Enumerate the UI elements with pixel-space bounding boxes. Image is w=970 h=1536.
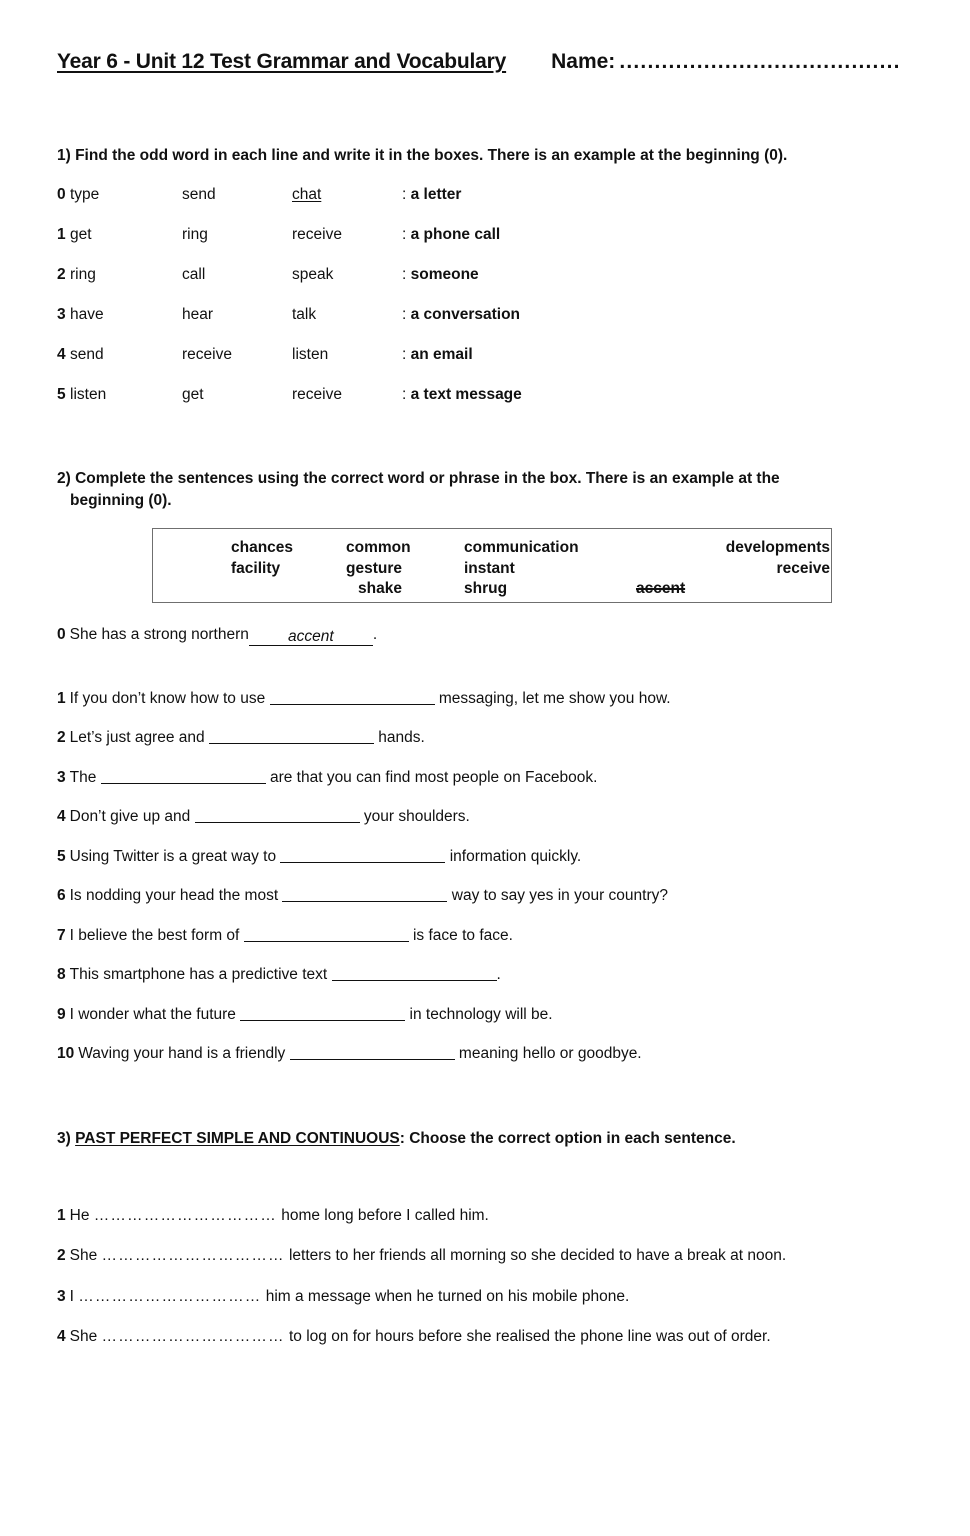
exercise2-item-number: 3 (57, 768, 66, 786)
exercise2-example-answer[interactable]: accent (249, 629, 373, 646)
exercise2-answer-blank[interactable] (101, 783, 266, 784)
exercise3-answer-dots[interactable]: …………………………… (101, 1247, 285, 1265)
exercise2-item (57, 928, 927, 944)
exercise3-item-text-after: him a message when he turned on his mobile phone. (261, 1287, 630, 1305)
exercise2-item (57, 967, 927, 983)
exercise2-answer-blank[interactable] (282, 901, 447, 902)
exercise3-item-text-before: He (69, 1207, 94, 1224)
exercise1-row (57, 306, 737, 346)
exercise1-collocation (402, 266, 479, 284)
exercise2-item (57, 1007, 927, 1023)
exercise2-item-number: 2 (57, 729, 66, 746)
word-bank-word[interactable]: developments (725, 539, 830, 556)
exercise1-row (57, 386, 737, 426)
exercise2-item-text-before: She has a strong northern (69, 626, 249, 643)
exercise1-option-word[interactable]: talk (292, 306, 317, 323)
exercise2-item (57, 691, 927, 707)
exercise1-row-number: 0 (57, 186, 66, 203)
exercise3-heading-topic: PAST PERFECT SIMPLE AND CONTINUOUS (75, 1130, 400, 1147)
word-bank-column (630, 538, 830, 600)
word-bank-word[interactable]: communication (464, 539, 579, 556)
exercise3-item (57, 1327, 937, 1347)
exercise1-colon: : (402, 346, 411, 363)
exercise2-item-text-after: . (372, 626, 378, 643)
exercise1-option-word[interactable]: listen (70, 386, 107, 403)
word-bank-column (153, 538, 346, 600)
exercise3-answer-dots[interactable]: …………………………… (101, 1328, 285, 1346)
exercise2-item-text-after: are that you can find most people on Facebook. (265, 768, 598, 786)
exercise3-item-text-after: home long before I called him. (276, 1207, 489, 1224)
exercise3-item-text-before: She (69, 1328, 102, 1346)
exercise2-item-number: 9 (57, 1005, 66, 1023)
exercise1-word-table (57, 186, 737, 426)
exercise2-item (57, 1046, 927, 1062)
word-bank-box (152, 528, 832, 603)
exercise1-collocation-text: someone (410, 266, 479, 283)
exercise1-option-word[interactable]: ring (182, 226, 208, 243)
word-bank-word[interactable]: shrug (464, 580, 508, 598)
exercise2-item-text-after: your shoulders. (359, 808, 470, 825)
exercise2-item-number: 6 (57, 887, 66, 904)
exercise1-option-word[interactable]: chat (292, 186, 322, 203)
exercise1-colon: : (402, 306, 411, 323)
word-bank-word[interactable]: gesture (346, 559, 402, 577)
exercise1-option-word[interactable]: have (70, 306, 104, 323)
exercise2-item-text-after: way to say yes in your country? (447, 887, 669, 904)
exercise1-collocation-text: a letter (410, 186, 462, 203)
exercise1-row (57, 186, 737, 226)
word-bank-word[interactable]: common (346, 539, 411, 556)
exercise1-row-number: 2 (57, 266, 66, 283)
exercise1-colon: : (402, 266, 411, 283)
exercise2-item-text-after: . (496, 966, 501, 983)
exercise1-row (57, 266, 737, 306)
exercise3-answer-dots[interactable]: …………………………… (93, 1207, 277, 1224)
exercise1-collocation-text: a text message (410, 386, 522, 403)
exercise1-row (57, 226, 737, 266)
exercise2-item (57, 849, 927, 865)
exercise2-item-text-before: Is nodding your head the most (69, 887, 283, 904)
exercise2-item-number: 7 (57, 926, 66, 944)
exercise2-heading-line2: beginning (0). (70, 492, 172, 510)
exercise2-item-number: 1 (57, 689, 66, 707)
exercise1-option-word[interactable]: speak (292, 266, 334, 283)
exercise2-item-number: 10 (57, 1045, 75, 1062)
exercise2-item-text-before: If you don’t know how to use (69, 689, 270, 707)
exercise3-heading-prefix: 3) (57, 1130, 76, 1147)
word-bank-columns (153, 529, 831, 600)
exercise1-option-word[interactable]: receive (292, 226, 342, 243)
exercise2-item-text-after: messaging, let me show you how. (434, 689, 671, 707)
exercise3-item-number: 3 (57, 1287, 66, 1305)
exercise3-sentence-list (57, 1206, 937, 1368)
exercise1-option-word[interactable]: receive (292, 386, 342, 403)
exercise2-answer-blank[interactable] (332, 980, 497, 981)
exercise2-item-text-before: Let’s just agree and (69, 729, 209, 746)
exercise1-option-word[interactable]: send (70, 346, 104, 363)
exercise3-item (57, 1246, 937, 1266)
exercise3-item-text-before: I (69, 1287, 79, 1305)
exercise1-collocation-text: an email (410, 346, 473, 363)
exercise1-option-word[interactable]: receive (182, 346, 232, 363)
exercise3-item-text-before: She (69, 1247, 102, 1265)
exercise2-answer-blank[interactable] (290, 1059, 455, 1060)
exercise1-option-word[interactable]: listen (292, 346, 329, 363)
exercise3-item (57, 1206, 937, 1226)
exercise2-heading (57, 468, 887, 513)
exercise2-item-text-before: I believe the best form of (69, 926, 244, 944)
exercise2-item-text-after: information quickly. (445, 847, 582, 865)
exercise2-item-text-before: This smartphone has a predictive text (69, 966, 332, 983)
exercise2-answer-blank[interactable] (280, 862, 445, 863)
exercise2-item-number: 4 (57, 808, 66, 825)
exercise3-item-number: 1 (57, 1207, 66, 1224)
exercise1-colon: : (402, 186, 411, 203)
exercise3-item-number: 4 (57, 1328, 66, 1346)
exercise2-item-text-before: Using Twitter is a great way to (69, 847, 281, 865)
word-bank-word[interactable]: receive (776, 559, 830, 577)
exercise3-item-text-after: to log on for hours before she realised the phone line was out of order. (284, 1328, 771, 1346)
exercise1-collocation (402, 226, 500, 244)
exercise2-item-number: 0 (57, 626, 66, 643)
exercise1-row-number: 5 (57, 386, 66, 403)
exercise3-item-text-after: letters to her friends all morning so she decided to have a break at noon. (284, 1247, 787, 1265)
word-bank-spacer (231, 579, 346, 600)
exercise2-item-text-after: in technology will be. (405, 1005, 553, 1023)
exercise2-item-text-before: Waving your hand is a friendly (78, 1045, 290, 1062)
word-bank-word-used: accent (636, 580, 686, 598)
exercise1-option-word[interactable]: type (70, 186, 100, 203)
exercise2-item-text-after: meaning hello or goodbye. (454, 1045, 642, 1062)
exercise1-row (57, 346, 737, 386)
exercise2-item-text-after: is face to face. (408, 926, 513, 944)
word-bank-word[interactable]: chances (231, 539, 294, 556)
worksheet-header (57, 50, 917, 74)
exercise1-collocation (402, 186, 461, 204)
word-bank-column (346, 538, 464, 600)
exercise1-option-word[interactable]: get (182, 386, 204, 403)
exercise1-option-word[interactable]: ring (70, 266, 96, 283)
exercise3-answer-dots[interactable]: …………………………… (78, 1287, 262, 1305)
exercise2-answer-blank[interactable] (209, 743, 374, 744)
exercise2-item-text-before: I wonder what the future (69, 1005, 241, 1023)
word-bank-word[interactable]: facility (231, 559, 281, 577)
exercise2-item (57, 770, 927, 786)
exercise1-option-word[interactable]: hear (182, 306, 214, 323)
name-blank-dots[interactable]: ........................................ (619, 50, 901, 73)
exercise3-heading-rest: : Choose the correct option in each sentence. (399, 1130, 736, 1147)
exercise2-item (57, 730, 927, 746)
exercise2-item-number: 8 (57, 966, 66, 983)
exercise2-item-text-before: Don’t give up and (69, 808, 195, 825)
exercise3-heading (57, 1128, 887, 1150)
name-field-block (551, 50, 901, 74)
exercise2-item-number: 5 (57, 847, 66, 865)
exercise2-item-text-before: The (69, 768, 101, 786)
page-title: Year 6 - Unit 12 Test Grammar and Vocabulary (57, 50, 507, 73)
word-bank-word[interactable]: shake (358, 580, 402, 598)
exercise3-item (57, 1287, 937, 1307)
exercise1-colon: : (402, 226, 411, 243)
word-bank-word[interactable]: instant (464, 559, 515, 577)
exercise2-answer-blank[interactable] (244, 941, 409, 942)
word-bank-column (464, 538, 630, 600)
exercise1-row-number: 4 (57, 346, 66, 363)
exercise2-item (57, 809, 927, 825)
exercise1-collocation (402, 346, 473, 364)
exercise2-heading-line1: 2) Complete the sentences using the correct word or phrase in the box. There is an example at the (57, 470, 780, 487)
exercise2-answer-blank[interactable] (240, 1020, 405, 1021)
exercise2-answer-blank[interactable] (270, 704, 435, 705)
exercise1-row-number: 1 (57, 226, 66, 243)
exercise2-answer-blank[interactable] (195, 822, 360, 823)
exercise3-item-number: 2 (57, 1247, 66, 1265)
exercise1-collocation (402, 386, 522, 404)
exercise2-item-text-after: hands. (373, 729, 425, 746)
exercise1-row-number: 3 (57, 306, 66, 323)
exercise1-collocation-text: a phone call (410, 226, 501, 243)
exercise2-sentence-list (57, 627, 927, 1086)
exercise1-option-word[interactable]: get (70, 226, 92, 243)
exercise1-option-word[interactable]: call (182, 266, 206, 283)
exercise1-colon: : (402, 386, 411, 403)
exercise2-item (57, 888, 927, 904)
exercise1-collocation (402, 306, 520, 324)
exercise1-collocation-text: a conversation (410, 306, 521, 323)
exercise1-heading: 1) Find the odd word in each line and write it in the boxes. There is an example at the beginning (0). (57, 147, 788, 164)
exercise2-example-item (57, 627, 927, 646)
exercise1-option-word[interactable]: send (182, 186, 216, 203)
name-label: Name: (551, 50, 616, 73)
